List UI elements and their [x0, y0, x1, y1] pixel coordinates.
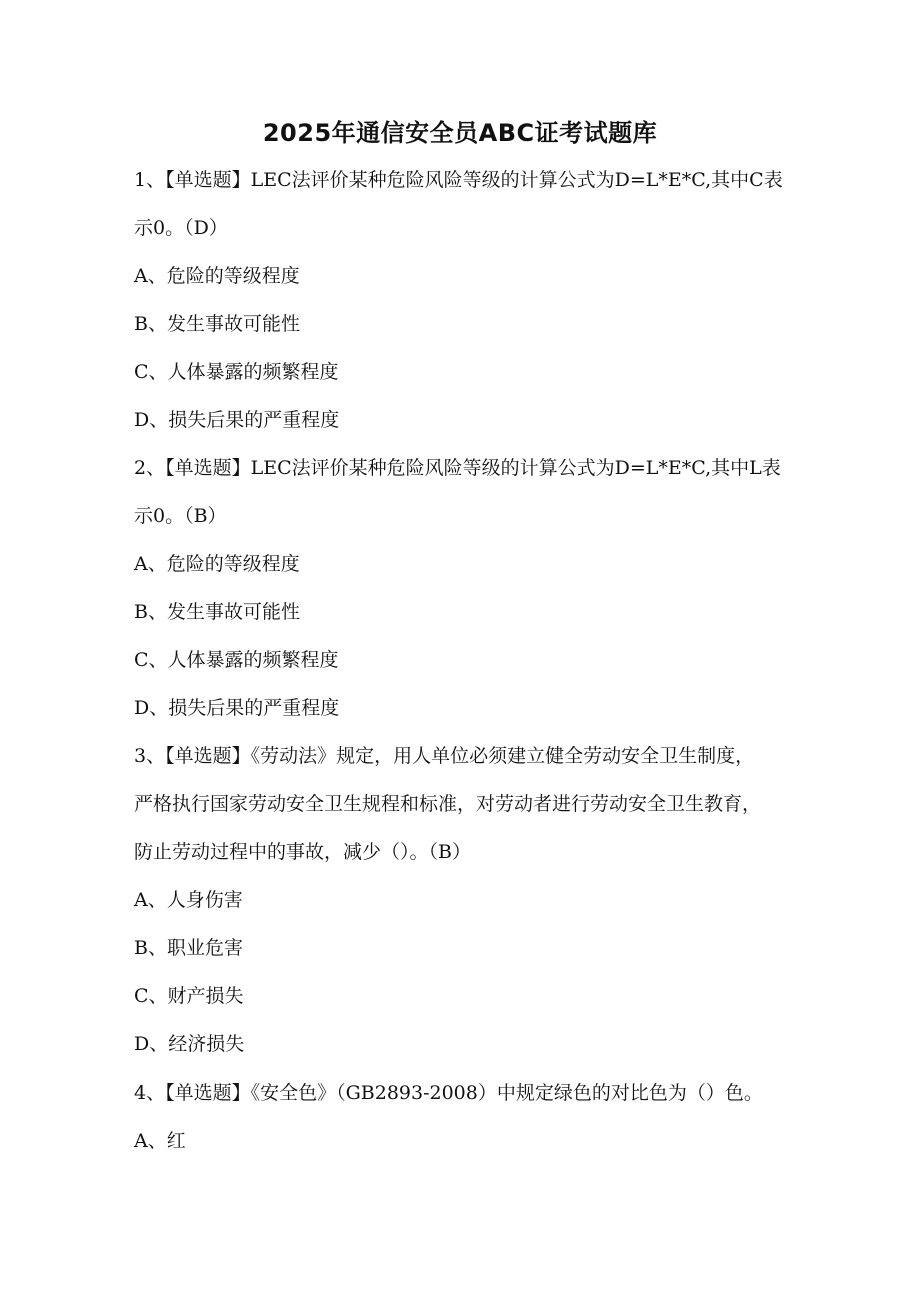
question-4-stem-line-1: 4、【单选题】《安全色》（GB2893-2008）中规定绿色的对比色为（）色。: [134, 1082, 763, 1104]
question-2-option-a: A、危险的等级程度: [134, 553, 300, 575]
question-2-stem-line-1: 2、【单选题】LEC法评价某种危险风险等级的计算公式为D=L*E*C,其中L表: [134, 457, 781, 479]
question-1-option-b: B、发生事故可能性: [134, 313, 300, 335]
question-2-option-d: D、损失后果的严重程度: [134, 697, 340, 719]
question-4-option-a: A、红: [134, 1130, 186, 1152]
question-2-stem-line-2: 示0。（B）: [134, 505, 227, 527]
question-3-option-d: D、经济损失: [134, 1033, 245, 1055]
question-3-stem-line-1: 3、【单选题】《劳动法》规定，用人单位必须建立健全劳动安全卫生制度，: [134, 745, 755, 767]
question-1-option-c: C、人体暴露的频繁程度: [134, 361, 339, 383]
question-3-option-b: B、职业危害: [134, 937, 243, 959]
question-1-stem-line-1: 1、【单选题】LEC法评价某种危险风险等级的计算公式为D=L*E*C,其中C表: [134, 169, 783, 191]
question-1-option-a: A、危险的等级程度: [134, 265, 300, 287]
question-1-stem-line-2: 示0。（D）: [134, 217, 228, 239]
question-3-option-c: C、财产损失: [134, 985, 244, 1007]
question-2-option-b: B、发生事故可能性: [134, 601, 300, 623]
document-title: 2025年通信安全员ABC证考试题库: [262, 119, 658, 147]
question-3-stem-line-2: 严格执行国家劳动安全卫生规程和标准，对劳动者进行劳动安全卫生教育，: [134, 793, 762, 815]
question-1-option-d: D、损失后果的严重程度: [134, 409, 340, 431]
question-2-option-c: C、人体暴露的频繁程度: [134, 649, 339, 671]
question-3-option-a: A、人身伤害: [134, 889, 243, 911]
question-3-stem-line-3: 防止劳动过程中的事故，减少（）。（B）: [134, 841, 471, 863]
